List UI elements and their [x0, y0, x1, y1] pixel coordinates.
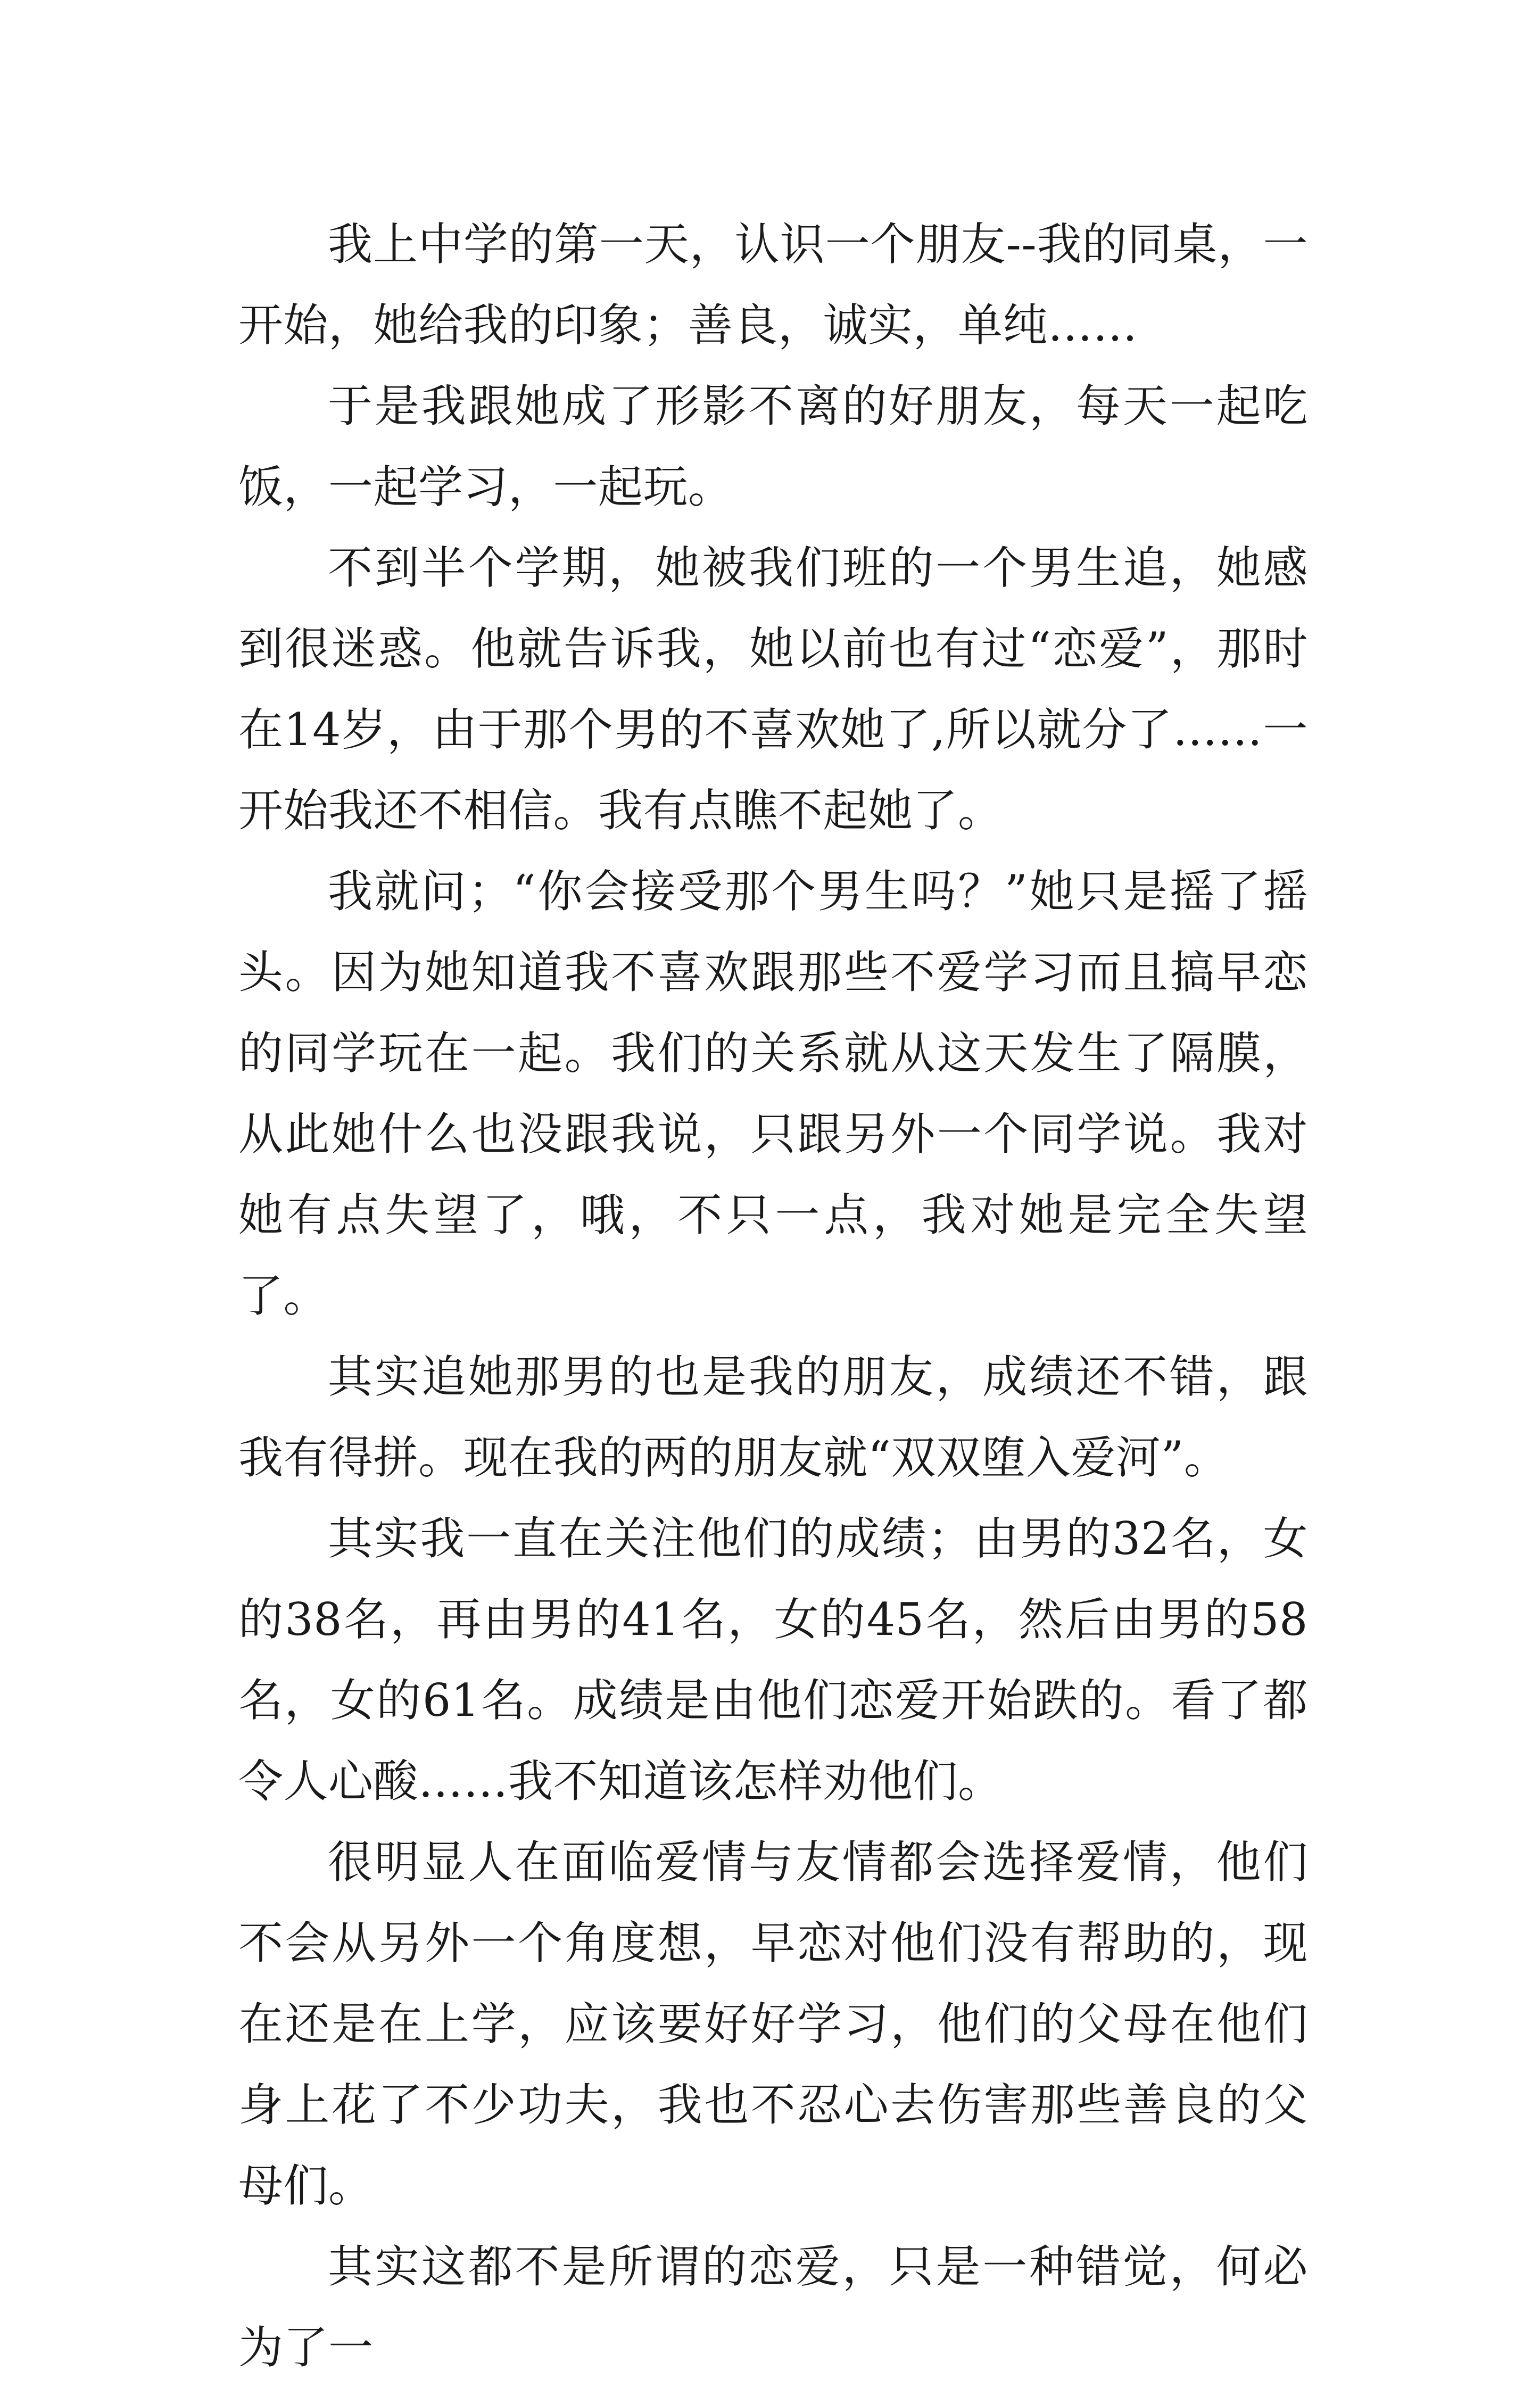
paragraph-6: 其实我一直在关注他们的成绩；由男的32名，女的38名，再由男的41名，女的45名，然后由男的58名，女的61名。成绩是由他们恋爱开始跌的。看了都令人心酸……我不知道该怎样劝他们。: [238, 1513, 1308, 1807]
paragraph-8: 其实这都不是所谓的恋爱，只是一种错觉，何必为了一: [238, 2241, 1308, 2374]
document-body: [238, 204, 1308, 2388]
paragraph-4: 我就问；“你会接受那个男生吗？”她只是摇了摇头。因为她知道我不喜欢跟那些不爱学习而且搞早恋的同学玩在一起。我们的关系就从这天发生了隔膜，从此她什么也没跟我说，只跟另外一个同学说。我对她有点失望了，哦，不只一点，我对她是完全失望了。: [238, 865, 1308, 1322]
paragraph-5: 其实追她那男的也是我的朋友，成绩还不错，跟我有得拼。现在我的两的朋友就“双双堕入爱河”。: [238, 1351, 1308, 1484]
paragraph-2: 于是我跟她成了形影不离的好朋友，每天一起吃饭，一起学习，一起玩。: [238, 380, 1308, 513]
paragraph-1: 我上中学的第一天，认识一个朋友--我的同桌，一开始，她给我的印象；善良，诚实，单纯……: [238, 218, 1308, 351]
paragraph-3: 不到半个学期，她被我们班的一个男生追，她感到很迷惑。他就告诉我，她以前也有过“恋爱”，那时在14岁，由于那个男的不喜欢她了,所以就分了……一开始我还不相信。我有点瞧不起她了。: [238, 542, 1308, 837]
paragraph-7: 很明显人在面临爱情与友情都会选择爱情，他们不会从另外一个角度想，早恋对他们没有帮助的，现在还是在上学，应该要好好学习，他们的父母在他们身上花了不少功夫，我也不忍心去伤害那些善良的父母们。: [238, 1836, 1308, 2212]
